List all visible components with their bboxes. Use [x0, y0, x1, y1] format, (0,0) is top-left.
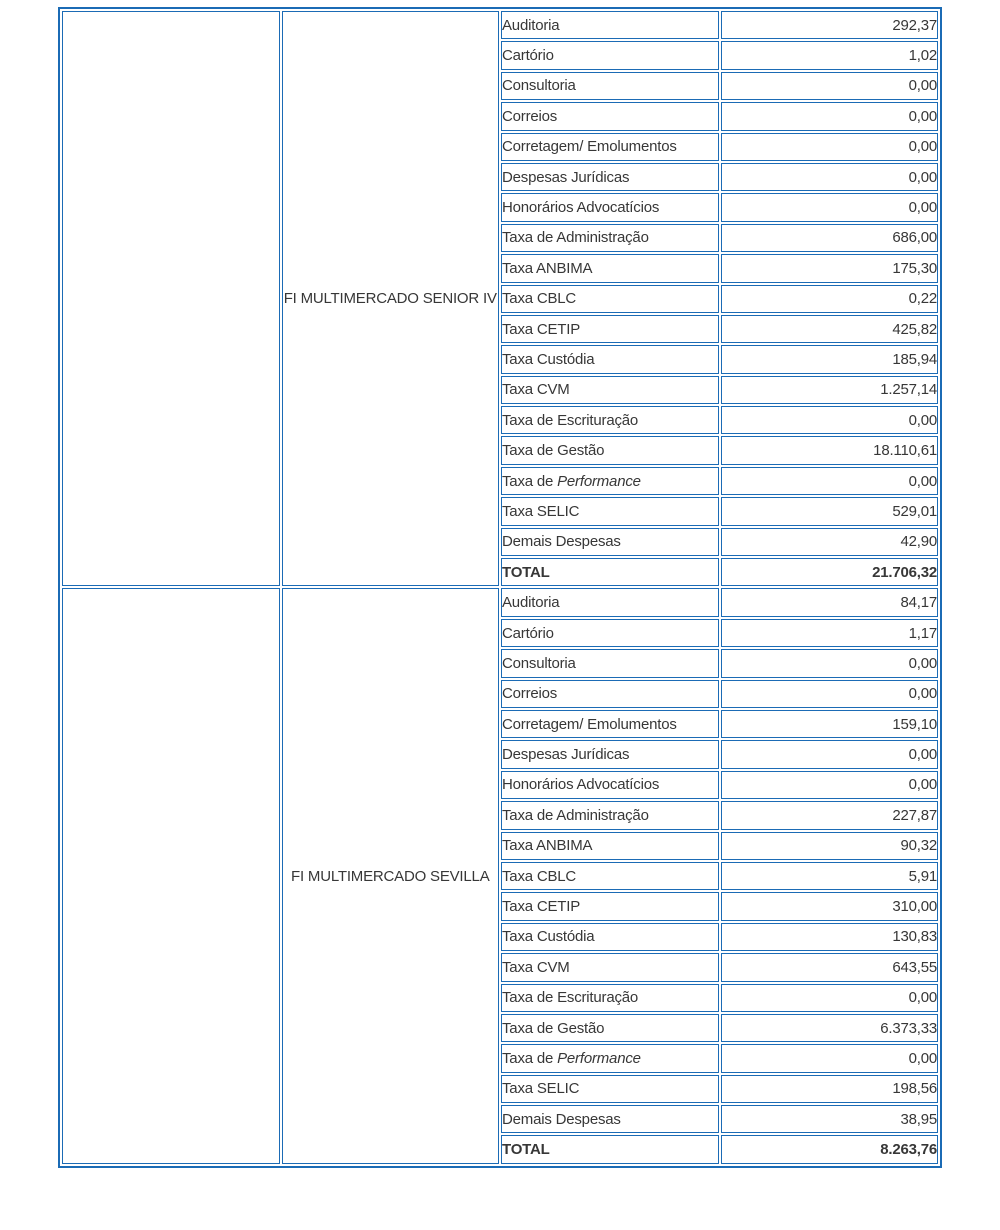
expense-value-cell: 0,00: [721, 72, 939, 100]
expense-value-cell: 529,01: [721, 497, 939, 525]
expense-label-cell: Demais Despesas: [501, 528, 719, 556]
expense-value-cell: 292,37: [721, 11, 939, 39]
expense-value-cell: 0,00: [721, 740, 939, 768]
expense-value-cell: 84,17: [721, 588, 939, 616]
expense-label-italic: Performance: [557, 1049, 641, 1067]
expense-label-cell: Taxa de Escrituração: [501, 984, 719, 1012]
table-row: [62, 11, 938, 39]
expense-value-cell: 0,00: [721, 133, 939, 161]
total-value-cell: 21.706,32: [721, 558, 939, 586]
expense-value-cell: 42,90: [721, 528, 939, 556]
expense-label-cell: Taxa SELIC: [501, 497, 719, 525]
expense-label-cell: Taxa Custódia: [501, 345, 719, 373]
expense-label-cell: Despesas Jurídicas: [501, 163, 719, 191]
expense-label-cell: Demais Despesas: [501, 1105, 719, 1133]
expense-label-cell: Taxa CBLC: [501, 285, 719, 313]
expense-label-cell: Consultoria: [501, 649, 719, 677]
expense-value-cell: 1.257,14: [721, 376, 939, 404]
expense-value-cell: 18.110,61: [721, 436, 939, 464]
expense-label-cell: Corretagem/ Emolumentos: [501, 710, 719, 738]
expense-value-cell: 0,00: [721, 102, 939, 130]
expense-value-cell: 0,00: [721, 467, 939, 495]
expense-value-cell: 686,00: [721, 224, 939, 252]
total-label-cell: TOTAL: [501, 558, 719, 586]
group-blank-cell: [62, 588, 280, 1163]
fund-expenses-table-body: [62, 11, 938, 1164]
expense-label-cell: Despesas Jurídicas: [501, 740, 719, 768]
expense-label-cell: Correios: [501, 680, 719, 708]
expense-label-cell: Taxa CBLC: [501, 862, 719, 890]
expense-label-cell: Corretagem/ Emolumentos: [501, 133, 719, 161]
expense-label-cell: Taxa Custódia: [501, 923, 719, 951]
expense-label-cell: Honorários Advocatícios: [501, 771, 719, 799]
expense-label-cell: Taxa SELIC: [501, 1075, 719, 1103]
expense-value-cell: 0,22: [721, 285, 939, 313]
expense-label-cell: Taxa de Gestão: [501, 436, 719, 464]
expense-value-cell: 425,82: [721, 315, 939, 343]
expense-label-cell: Taxa de Administração: [501, 224, 719, 252]
expense-label-cell: Cartório: [501, 619, 719, 647]
expense-value-cell: 0,00: [721, 1044, 939, 1072]
expense-label-cell: Taxa de Administração: [501, 801, 719, 829]
expense-value-cell: 0,00: [721, 406, 939, 434]
expense-label-cell: Taxa CETIP: [501, 892, 719, 920]
expense-value-cell: 90,32: [721, 832, 939, 860]
expense-label-cell: Auditoria: [501, 11, 719, 39]
expense-label-cell: Consultoria: [501, 72, 719, 100]
expense-value-cell: 185,94: [721, 345, 939, 373]
expense-value-cell: 198,56: [721, 1075, 939, 1103]
expense-label-cell: Taxa ANBIMA: [501, 254, 719, 282]
total-label-cell: TOTAL: [501, 1135, 719, 1163]
expense-value-cell: 1,02: [721, 41, 939, 69]
expense-value-cell: 0,00: [721, 984, 939, 1012]
expense-value-cell: 0,00: [721, 193, 939, 221]
expense-label-cell: Taxa CVM: [501, 376, 719, 404]
fund-expenses-table: [58, 7, 942, 1168]
expense-value-cell: 159,10: [721, 710, 939, 738]
expense-label-cell: Auditoria: [501, 588, 719, 616]
expense-label-cell: Taxa CVM: [501, 953, 719, 981]
expense-value-cell: 310,00: [721, 892, 939, 920]
expense-label-cell: Taxa de Performance: [501, 467, 719, 495]
expense-label-cell: Honorários Advocatícios: [501, 193, 719, 221]
total-value-cell: 8.263,76: [721, 1135, 939, 1163]
expense-value-cell: 130,83: [721, 923, 939, 951]
fund-name-cell: FI MULTIMERCADO SEVILLA: [282, 588, 500, 1163]
expense-value-cell: 643,55: [721, 953, 939, 981]
fund-name-cell: FI MULTIMERCADO SENIOR IV: [282, 11, 500, 586]
expense-value-cell: 6.373,33: [721, 1014, 939, 1042]
expense-label-cell: Cartório: [501, 41, 719, 69]
expense-label-cell: Taxa CETIP: [501, 315, 719, 343]
expense-label-cell: Taxa ANBIMA: [501, 832, 719, 860]
expense-value-cell: 175,30: [721, 254, 939, 282]
expense-label-cell: Correios: [501, 102, 719, 130]
expense-value-cell: 227,87: [721, 801, 939, 829]
expense-value-cell: 1,17: [721, 619, 939, 647]
expense-value-cell: 0,00: [721, 163, 939, 191]
expense-label-italic: Performance: [557, 472, 641, 490]
expense-label-cell: Taxa de Performance: [501, 1044, 719, 1072]
expense-value-cell: 0,00: [721, 771, 939, 799]
expense-value-cell: 5,91: [721, 862, 939, 890]
group-blank-cell: [62, 11, 280, 586]
expense-value-cell: 38,95: [721, 1105, 939, 1133]
expense-value-cell: 0,00: [721, 680, 939, 708]
expense-value-cell: 0,00: [721, 649, 939, 677]
expense-label-cell: Taxa de Gestão: [501, 1014, 719, 1042]
table-row: [62, 588, 938, 616]
expense-label-cell: Taxa de Escrituração: [501, 406, 719, 434]
